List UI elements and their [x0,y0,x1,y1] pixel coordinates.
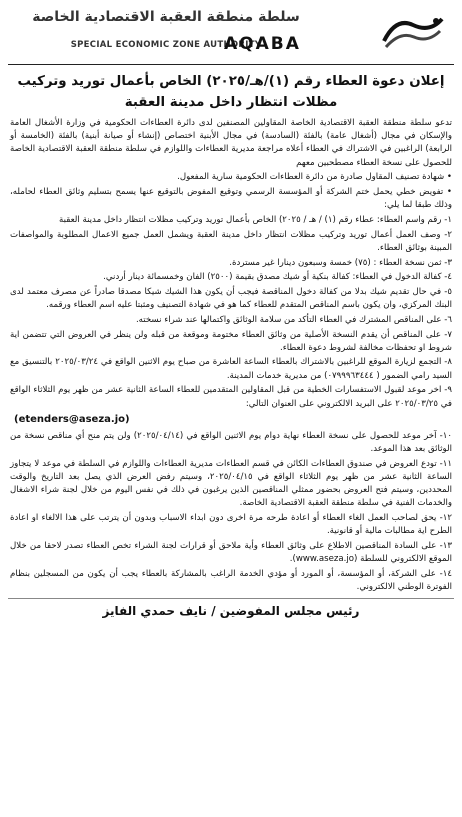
intro-paragraph: تدعو سلطة منطقة العقبة الاقتصادية الخاصة المقاولين المصنفين لدى دائرة العطاءات الحكومية في وزارة الأشغال العامة والإسكان في مجال (أشغال عامة) بالفئة (السادسة) في مجال الأبنية اختصاص (إنشاء أو صيانة أبنية) بالفئة (الخامسة أو الرابعة) الراغبين في الاشتراك في العطاء أعلاه مراجعة مديرية العطاءات واللوازم في سلطة منطقة العقبة الاقتصادية الخاصة للحصول على نسخة العطاء مصطحبين معهم [10,118,452,168]
brand-wordmark: AQABA [224,34,301,54]
tender-email: (etenders@aseza.jo) [14,413,130,425]
aqaba-logo-mark [378,10,448,54]
aqaba-emblem-icon [380,11,446,53]
clause-item: ١٠- آخر موعد للحصول على نسخة العطاء نهاية دوام يوم الاثنين الواقع في (٢٠٢٥/٠٤/١٤) ولن يتم منح أي مناقص نسخة من الوثائق بعد هذا الموعد. [10,430,452,455]
clause-item: ٨- التجمع لزيارة الموقع للراغبين بالاشتراك بالعطاء الساعة العاشرة من صباح يوم الاثنين الواقع في ٢٠٢٥/٠٣/٢٤ بالتنسيق مع السيد رامي الضمور ( ٠٧٩٩٩٦٣٤٤٤) من مديرية خدمات المدينة. [10,357,453,381]
clause-item: ٦- على المناقص المشترك في العطاء التأكد من سلامة الوثائق واكتمالها عند شراء نسخته. [135,314,452,325]
signature-line: رئيس مجلس المفوضين / نايف حمدي الفايز [102,604,360,619]
requirement-item: • تفويض خطي يحمل ختم الشركة أو المؤسسة الرسمي وتوقيع المفوض بالتوقيع عنها يسمح بتسليم وثائق العطاء لحامله، وذلك طبقا لما يلي: [10,187,452,211]
clause-item: ١٤- على الشركة، أو المؤسسة، أو المورد أو مؤدي الخدمة الراغب بالمشاركة بالعطاء يجب أن يكون من المسجلين بنظام الفوترة الوطني الالكتروني. [10,569,452,593]
announcement-title: إعلان دعوة العطاء رقم (١)/هـ/٢٠٢٥) الخاص بأعمال توريد وتركيب مظلات انتظار داخل مدينة العقبة [17,74,445,110]
divider [8,598,454,599]
announcement-body [8,117,454,594]
clause-item: ٧- على المناقص أن يقدم النسخة الأصلية من وثائق العطاء مختومة وموقعة من قبله ولن ينظر في العروض التي تتضمن اية شروط او تحفظات مخالفة لشروط دعوة العطاء. [10,329,452,353]
clause-item: ١٢- يحق لصاحب العمل الغاء العطاء أو اعادة طرحه مرة اخرى دون ابداء الاسباب وبدون أن يترتب على هذا الالغاء او اعادة الطرح اية مطالبات مالية أو قانونية. [10,513,452,537]
clause-item: ٣- ثمن نسخة العطاء : (٧٥) خمسة وسبعون دينارا غير مستردة. [229,257,452,268]
clause-item: ٢- وصف العمل أعمال توريد وتركيب مظلات انتظار داخل مدينة العقبة ويشمل العمل جميع الاعمال المطلوبة والمواصفات المبينة بوثائق العطاء. [10,229,452,253]
clause-item: ١٣- على السادة المناقصين الاطلاع على وثائق العطاء وأية ملاحق أو قرارات لجنة الشراء تخص العطاء تصدر لاحقا من خلال الموقع الالكتروني للسلطة (www.aseza.jo). [10,541,452,565]
clause-item: ٥- في حال تقديم شيك بدلا من كفالة دخول المناقصة فيجب أن يكون هذا الشيك شيكا مصدقا صادراً عن مصرف معتمد لدى البنك المركزي، وان يكون باسم المناقص المتقدم للعطاء كما هو في شهادة التصنيف ومثبتا عليه اسم العطاء ورقمه. [10,286,452,311]
letterhead [8,6,454,65]
org-name-ar: سلطة منطقة العقبة الاقتصادية الخاصة [32,9,300,25]
clause-item: ٤- كفالة الدخول في العطاء: كفالة بنكية أو شيك مصدق بقيمة (٢٥٠٠) الفان وخمسمائة دينار أردني. [103,272,452,283]
clause-item: ٩- اخر موعد لقبول الاستفسارات الخطية من قبل المقاولين المتقدمين للعطاء الساعة الثانية عشر من ظهر يوم الثلاثاء الواقع في ٢٠٢٥/٠٣/٢٥ على البريد الالكتروني على العنوان التالي: [10,385,452,409]
requirement-item: • شهادة تصنيف المقاول صادرة من دائرة العطاءات الحكومية سارية المفعول. [177,172,452,183]
clause-item: ١١- تودع العروض في صندوق العطاءات الكائن في قسم العطاءات مديرية العطاءات واللوازم في السلطة في موعد لا يتجاوز الساعة الثانية عشر من ظهر يوم الثلاثاء الواقع في ٢٠٢٥/٠٤/١٥، وسيتم رفض العرض الذي يصل بعد التاريخ والوقت المحددين، وسيتم فتح العروض بحضور ممثلي المناقصين الذين يرغبون في ذلك في نفس اليوم من خلال لجنة شراء الاشغال والخدمات الفنية في سلطة منطقة العقبة الاقتصادية الخاصة. [10,458,452,509]
org-name-en: SPECIAL ECONOMIC ZONE AUTHORITY [70,40,262,50]
clause-item: ١- رقم واسم العطاء: عطاء رقم (١) / هـ / ٢٠٢٥) الخاص بأعمال توريد وتركيب مظلات انتظار داخل مدينة العقبة [59,214,452,225]
